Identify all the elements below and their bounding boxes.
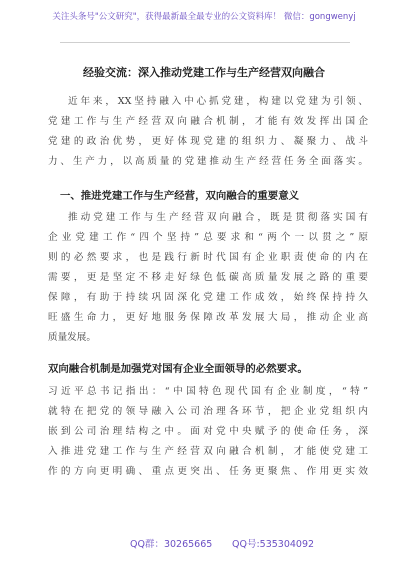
intro-line: 近年来，XX坚持融入中心抓党建，构建以党建为引领、 <box>68 96 368 107</box>
section-2-heading: 双向融合机制是加强党对国有企业全面领导的必然要求。 <box>48 363 308 375</box>
section-1-line: 需要，更是坚定不移走好绿色低碳高质量发展之路的重要 <box>48 272 368 283</box>
section-2-line: 作的方向更明确、重点更突出、任务更聚焦、作用更实效 <box>48 466 368 477</box>
section-1-line: 企业党建工作“四个坚持”总要求和“两个一以贯之”原 <box>48 232 368 243</box>
section-2-line: 入推进党建工作与生产经营双向融合机制，才能使党建工 <box>48 446 368 457</box>
section-2-line: 习近平总书记指出：“中国特色现代国有企业制度，“特” <box>48 386 368 397</box>
section-1-line: 推动党建工作与生产经营双向融合，既是贯彻落实国有 <box>68 212 368 223</box>
header-divider <box>60 42 350 43</box>
page-footer <box>0 536 408 552</box>
section-1-heading: 一、推进党建工作与生产经营，双向融合的重要意义 <box>60 190 299 202</box>
footer-qq-group: QQ群：30265665 <box>130 539 213 550</box>
section-2-line: 嵌到公司治理结构之中。面对党中央赋予的使命任务，深 <box>48 426 368 437</box>
intro-line: 党建工作与生产经营双向融合机制，才能有效发挥出国企 <box>48 116 368 127</box>
section-1-line: 则的必然要求，也是践行新时代国有企业职责使命的内在 <box>48 252 368 263</box>
section-1-paragraph <box>48 208 368 348</box>
page-header: 关注头条号"公文研究"，获得最新最全最专业的公文资料库！ 微信：gongwenyj <box>52 12 356 22</box>
intro-paragraph <box>48 92 368 172</box>
section-1-line: 保障，有助于持续巩固深化党建工作成效，始终保持持久 <box>48 292 368 303</box>
document-title: 经验交流：深入推动党建工作与生产经营双向融合 <box>83 66 325 79</box>
section-1-line: 旺盛生命力，更好地服务保障改革发展大局，推动企业高 <box>48 312 368 323</box>
footer-qq-number: QQ号:535304092 <box>232 539 315 550</box>
intro-line: 党建的政治优势，更好体现党建的组织力、凝聚力、战斗 <box>48 136 368 147</box>
intro-line: 力、生产力，以高质量的党建推动生产经营任务全面落实。 <box>48 156 368 167</box>
section-2-line: 就特在把党的领导融入公司治理各环节，把企业党组织内 <box>48 406 368 417</box>
section-1-line: 质量发展。 <box>48 332 96 343</box>
section-2-paragraph <box>48 382 368 482</box>
